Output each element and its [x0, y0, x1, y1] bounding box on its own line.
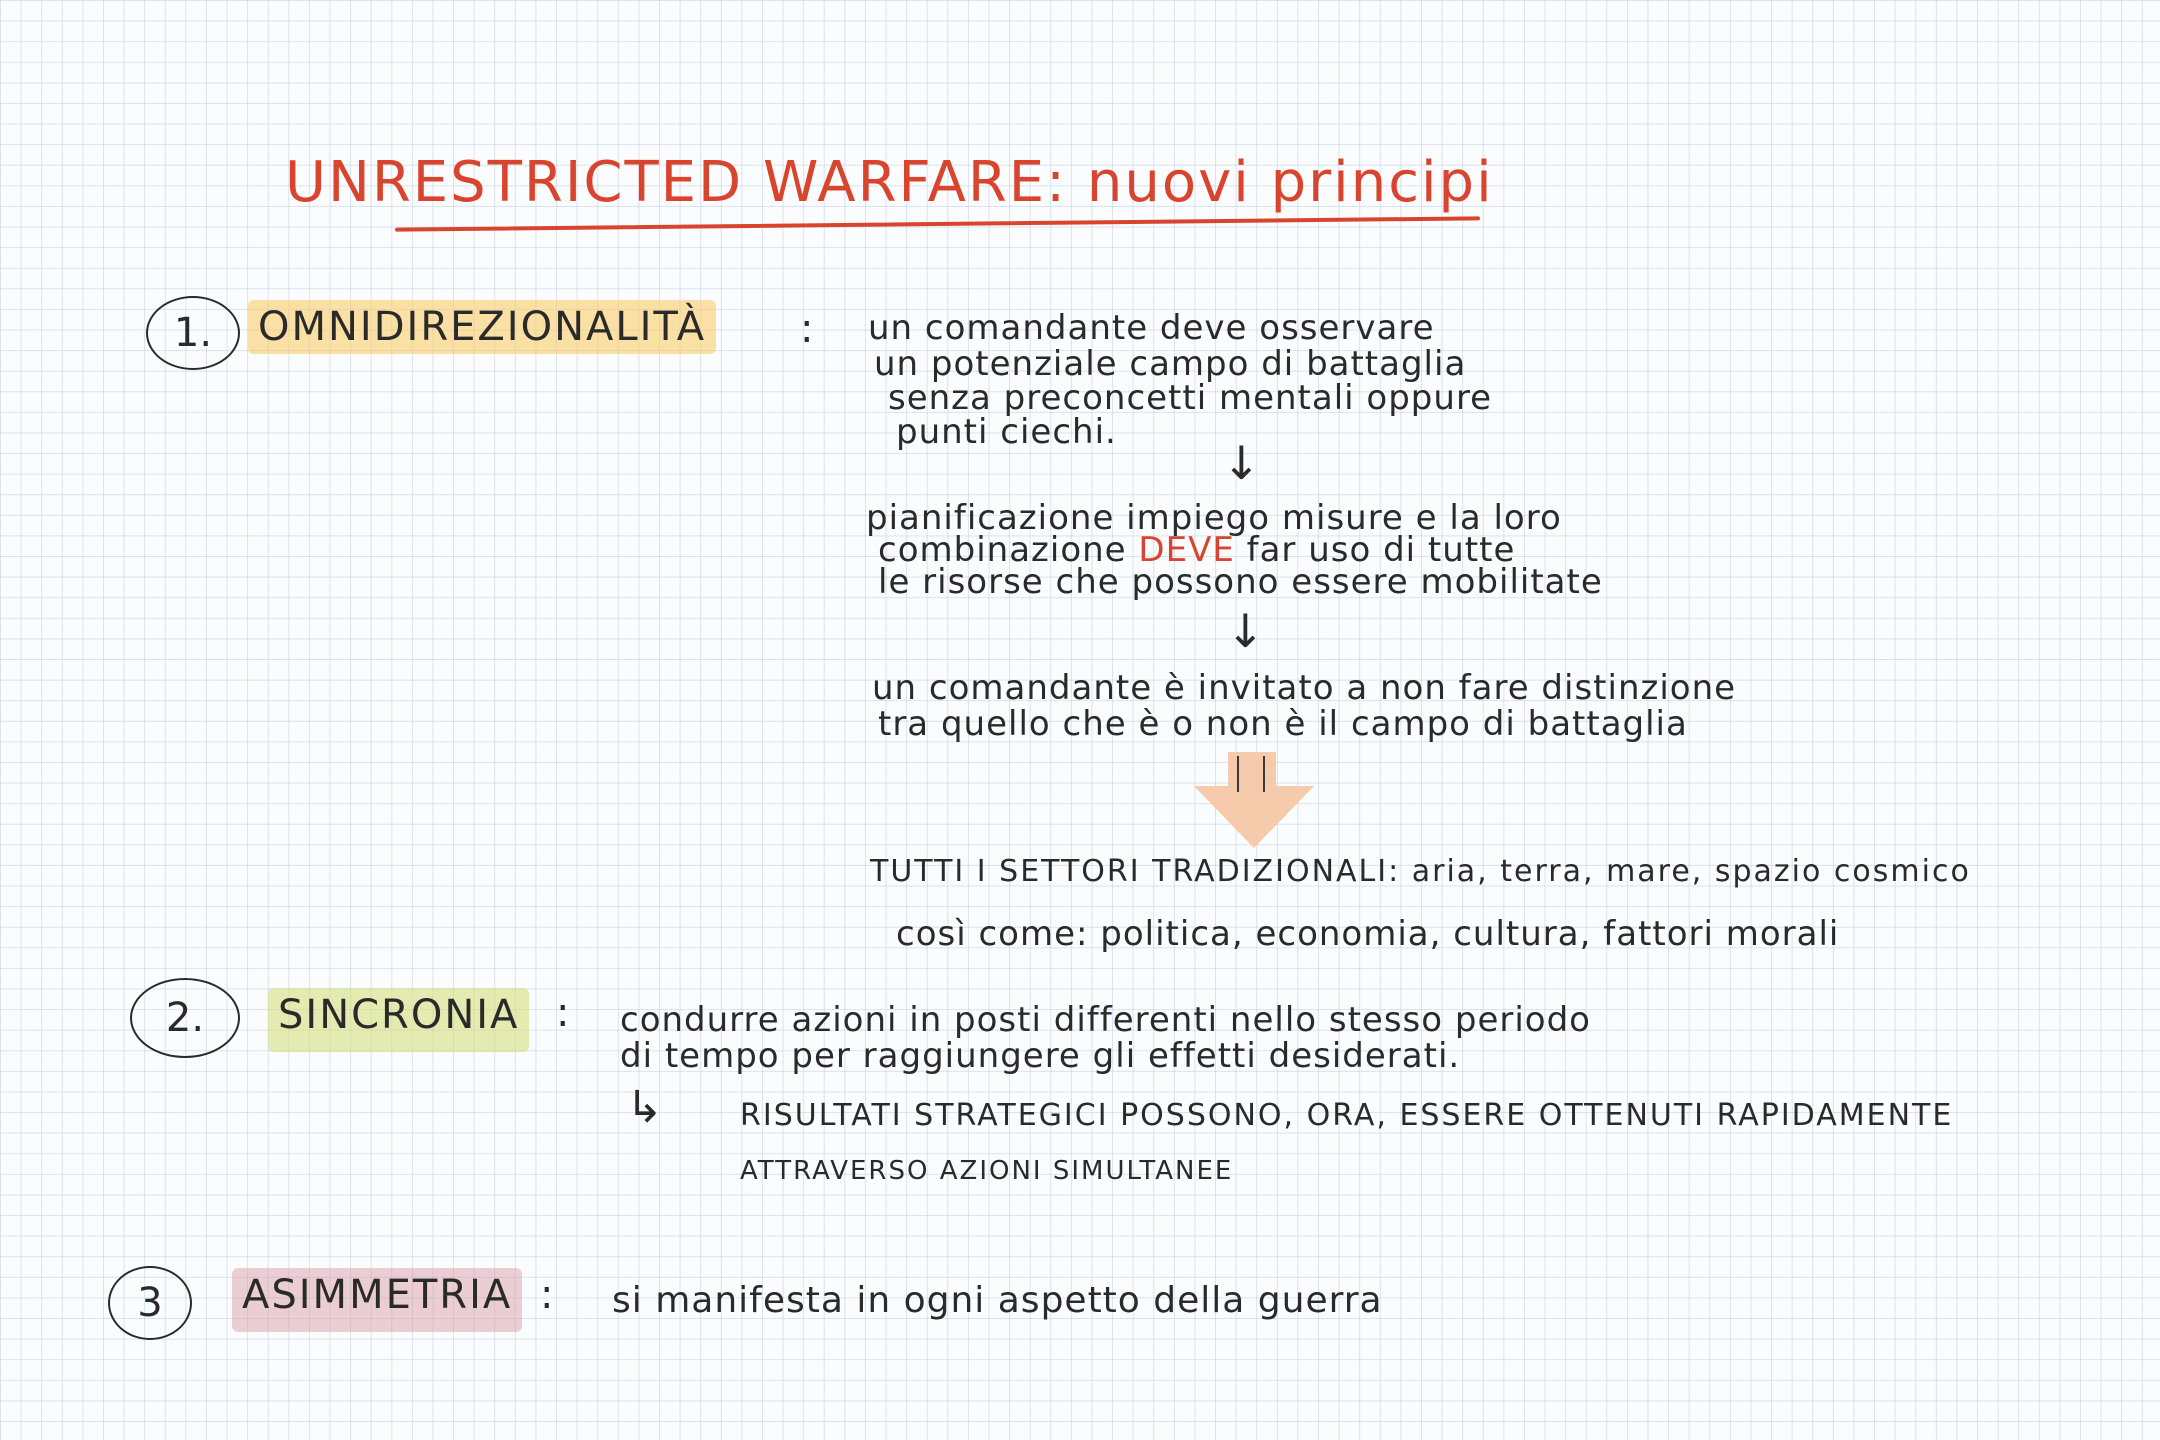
- section-3-number-text: 3: [137, 1280, 163, 1326]
- section-1-step3-line-2: tra quello che è o non è il campo di battaglia: [878, 704, 1688, 744]
- section-1-line-2: un potenziale campo di battaglia: [874, 344, 1467, 384]
- section-2-result-line-1: RISULTATI STRATEGICI POSSONO, ORA, ESSERE OTTENUTI RAPIDAMENTE: [740, 1098, 1954, 1133]
- section-3-colon: :: [540, 1272, 554, 1318]
- section-1-line-4: punti ciechi.: [896, 412, 1117, 452]
- section-2-colon: :: [556, 990, 570, 1036]
- section-1-result-line-1: TUTTI I SETTORI TRADIZIONALI: aria, terra, mare, spazio cosmico: [870, 854, 1971, 889]
- big-down-arrow-icon: [1190, 752, 1320, 852]
- page-title: UNRESTRICTED WARFARE: nuovi principi: [285, 150, 1494, 215]
- section-1-number-text: 1.: [173, 310, 213, 356]
- section-1-heading: OMNIDIREZIONALITÀ: [248, 300, 716, 354]
- section-2-number-text: 2.: [165, 995, 205, 1041]
- section-2-line-2: di tempo per raggiungere gli effetti desiderati.: [620, 1036, 1461, 1076]
- section-1-line-3: senza preconcetti mentali oppure: [888, 378, 1493, 418]
- section-1-colon: :: [800, 306, 814, 352]
- step2-line2-pre: combinazione: [878, 530, 1127, 570]
- down-arrow-1: ↓: [1222, 436, 1261, 490]
- deve-highlight: DEVE: [1138, 530, 1235, 570]
- section-1-step3-line-1: un comandante è invitato a non fare distinzione: [872, 668, 1737, 708]
- section-1-step2-line-1: pianificazione impiego misure e la loro: [866, 498, 1562, 538]
- section-3-line-1: si manifesta in ogni aspetto della guerra: [612, 1280, 1383, 1321]
- section-3-heading: ASIMMETRIA: [232, 1268, 522, 1332]
- section-2-heading: SINCRONIA: [268, 988, 529, 1052]
- section-1-number: [146, 296, 240, 370]
- step2-line2-post: far uso di tutte: [1246, 530, 1516, 570]
- section-1-result-line-2: così come: politica, economia, cultura, fattori morali: [896, 914, 1840, 954]
- section-2-number: [130, 978, 240, 1058]
- section-2-line-1: condurre azioni in posti differenti nello stesso periodo: [620, 1000, 1591, 1040]
- section-3-number: [108, 1266, 192, 1340]
- section-2-result-line-2: ATTRAVERSO AZIONI SIMULTANEE: [740, 1156, 1234, 1186]
- title-underline: [395, 216, 1480, 231]
- down-arrow-2: ↓: [1226, 604, 1265, 658]
- section-2-arrow-icon: ↳: [626, 1082, 663, 1133]
- section-1-line-1: un comandante deve osservare: [868, 308, 1435, 348]
- section-1-step2-line-3: le risorse che possono essere mobilitate: [878, 562, 1603, 602]
